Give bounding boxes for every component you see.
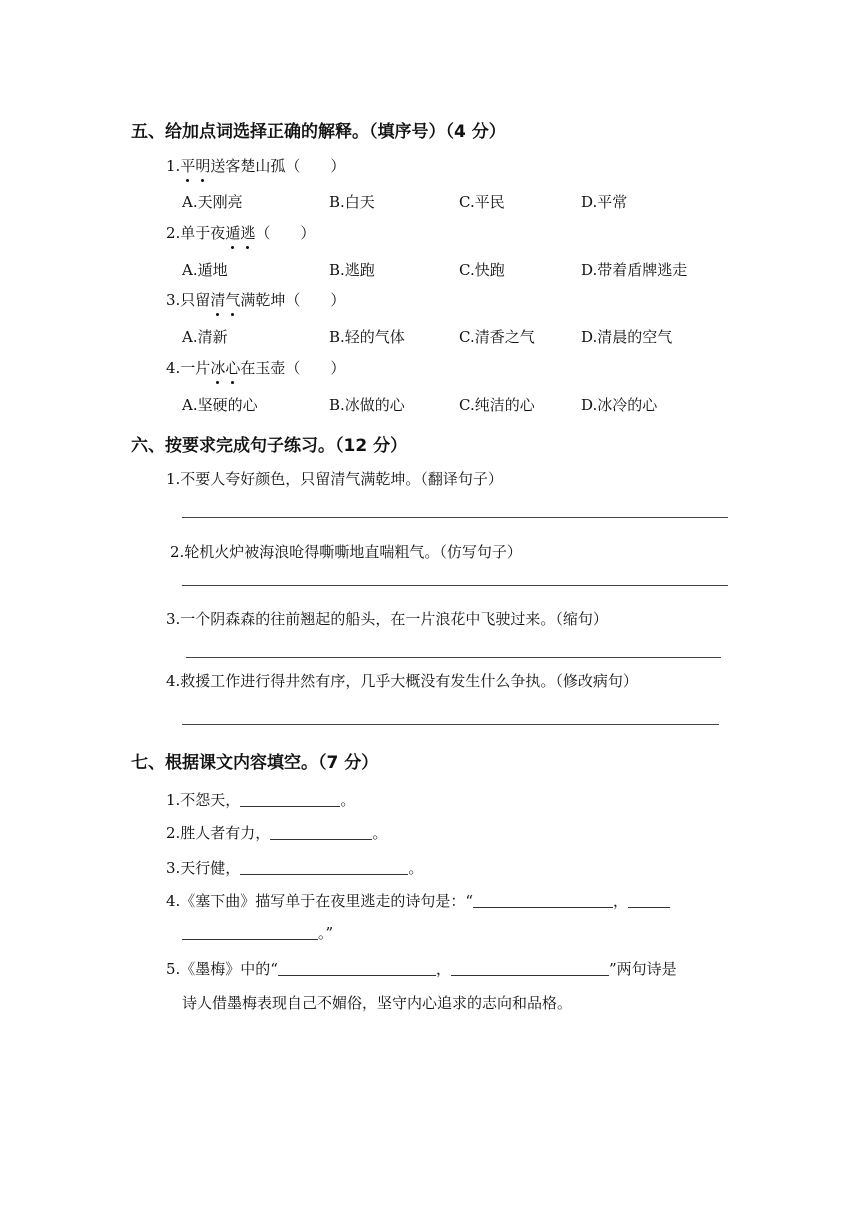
fill-blank[interactable]	[270, 825, 372, 840]
fill-item-5: 5.《墨梅》中的“ ， ”两句诗是	[166, 960, 677, 978]
option-c: C.快跑	[459, 261, 505, 279]
option-c: C.清香之气	[459, 328, 535, 346]
fill-blank[interactable]	[628, 893, 670, 908]
section-6-title: 六、按要求完成句子练习。（12 分）	[131, 436, 408, 456]
option-c: C.平民	[459, 193, 505, 211]
sentence-item-2: 2.轮机火炉被海浪呛得嘶嘶地直喘粗气。（仿写句子）	[170, 543, 522, 561]
option-d: D.冰冷的心	[581, 396, 658, 414]
fill-blank[interactable]	[182, 925, 318, 940]
sentence-item-4: 4.救援工作进行得井然有序，几乎大概没有发生什么争执。（修改病句）	[166, 672, 638, 690]
option-b: B.轻的气体	[329, 328, 405, 346]
fill-item-4-cont: 。”	[182, 922, 333, 943]
option-a: A.清新	[182, 328, 228, 346]
answer-line[interactable]	[182, 724, 719, 725]
question-5-3: 3.只留清气满乾坤（ ）	[166, 291, 346, 309]
sentence-item-3: 3.一个阴森森的往前翘起的船头，在一片浪花中飞驶过来。（缩句）	[166, 610, 608, 628]
option-a: A.遁地	[182, 261, 228, 279]
option-c: C.纯洁的心	[459, 396, 535, 414]
dotted-char: 遁	[225, 224, 241, 242]
option-a: A.天刚亮	[182, 193, 243, 211]
fill-item-3: 3.天行健， 。	[166, 859, 424, 877]
fill-item-5-cont: 诗人借墨梅表现自己不媚俗，坚守内心追求的志向和品格。	[182, 994, 573, 1012]
dotted-char: 逃	[240, 224, 256, 242]
answer-line[interactable]	[186, 657, 721, 658]
option-b: B.冰做的心	[329, 396, 405, 414]
option-b: B.白天	[329, 193, 375, 211]
fill-blank[interactable]	[240, 860, 408, 875]
question-5-4: 4.一片冰心在玉壶（ ）	[166, 359, 346, 377]
option-b: B.逃跑	[329, 261, 375, 279]
fill-blank[interactable]	[473, 893, 613, 908]
option-d: D.清晨的空气	[581, 328, 673, 346]
dotted-char: 明	[195, 157, 211, 175]
answer-line[interactable]	[182, 585, 728, 586]
section-7-title: 七、根据课文内容填空。（7 分）	[131, 753, 379, 773]
dotted-char: 心	[225, 359, 241, 377]
dotted-char: 平	[180, 157, 196, 175]
option-d: D.平常	[581, 193, 628, 211]
section-5-title: 五、给加点词选择正确的解释。（填序号）（4 分）	[131, 122, 506, 142]
fill-blank[interactable]	[451, 961, 609, 976]
dotted-char: 清	[210, 291, 226, 309]
answer-line[interactable]	[182, 517, 728, 518]
fill-blank[interactable]	[278, 961, 436, 976]
fill-item-4: 4.《塞下曲》描写单于在夜里逃走的诗句是：“ ，	[166, 890, 670, 911]
question-5-2: 2.单于夜遁逃（ ）	[166, 224, 316, 242]
dotted-char: 冰	[210, 359, 226, 377]
option-d: D.带着盾牌逃走	[581, 261, 688, 279]
dotted-char: 气	[225, 291, 241, 309]
question-5-1: 1.平明送客楚山孤（ ）	[166, 157, 346, 175]
fill-item-2: 2.胜人者有力， 。	[166, 824, 388, 842]
fill-item-1: 1.不怨天， 。	[166, 791, 356, 809]
option-a: A.坚硬的心	[182, 396, 258, 414]
fill-blank[interactable]	[240, 792, 340, 807]
sentence-item-1: 1.不要人夸好颜色，只留清气满乾坤。（翻译句子）	[166, 470, 503, 488]
